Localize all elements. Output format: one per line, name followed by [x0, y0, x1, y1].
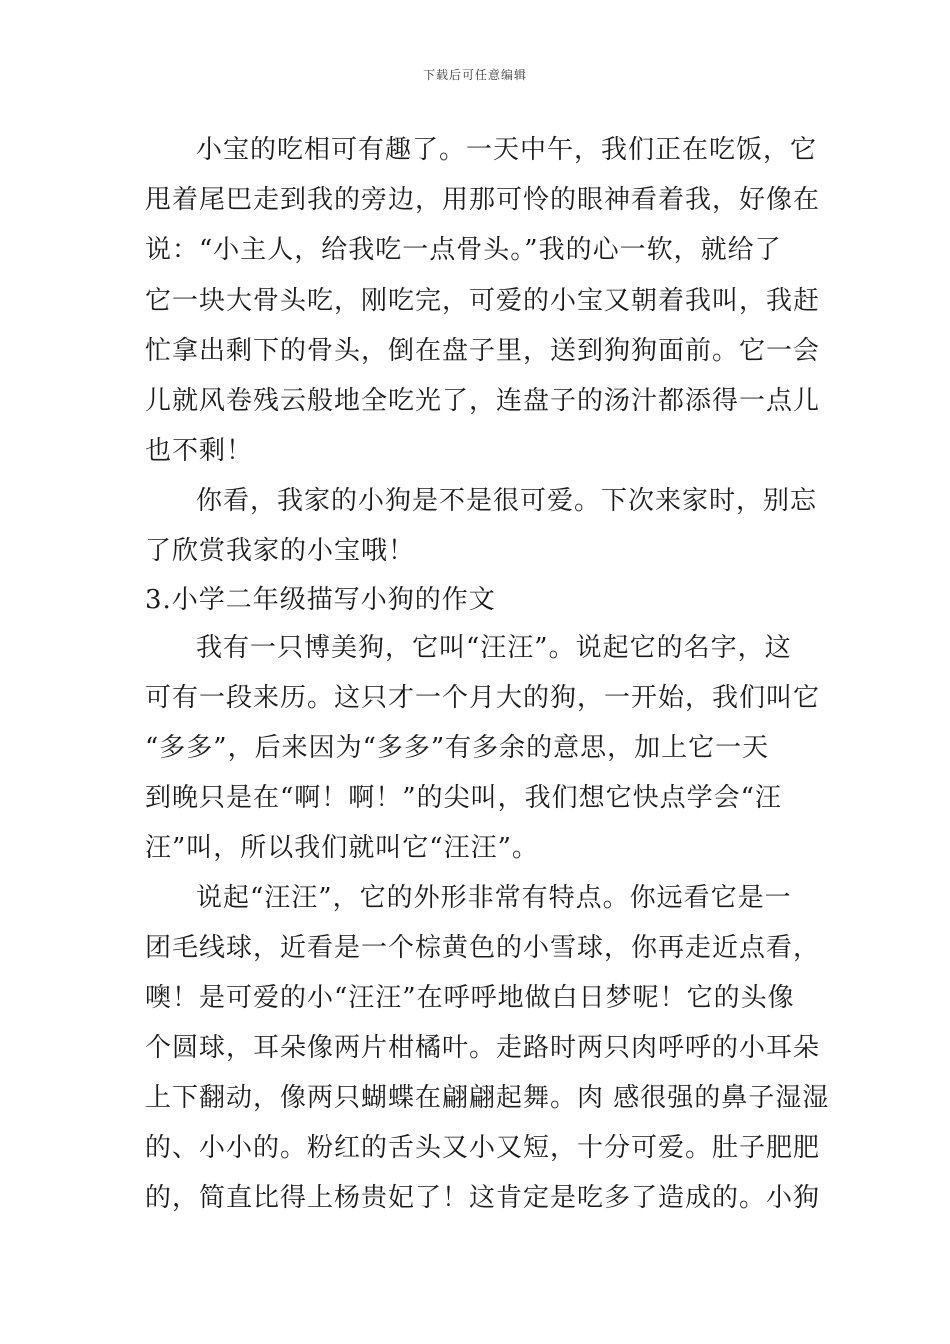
paragraph-line: 说起“汪汪”，它的外形非常有特点。你远看它是一	[196, 883, 792, 913]
paragraph-line: 团毛线球，近看是一个棕黄色的小雪球，你再走近点看，	[145, 933, 821, 963]
paragraph-line: 说：“小主人，给我吃一点骨头。”我的心一软，就给了	[145, 235, 782, 265]
paragraph-line: 可有一段来历。这只才一个月大的狗，一开始，我们叫它	[145, 683, 821, 713]
paragraph-line: 噢！是可爱的小“汪汪”在呼呼地做白日梦呢！它的头像	[145, 983, 795, 1013]
paragraph-line: 的、小小的。粉红的舌头又小又短，十分可爱。肚子肥肥	[145, 1133, 821, 1163]
paragraph-line: 了欣赏我家的小宝哦！	[145, 536, 416, 566]
paragraph-line: 你看，我家的小狗是不是很可爱。下次来家时，别忘	[196, 486, 818, 516]
paragraph-line: 我有一只博美狗，它叫“汪汪”。说起它的名字，这	[196, 633, 792, 663]
paragraph-line: 的，简直比得上杨贵妃了！这肯定是吃多了造成的。小狗	[145, 1183, 821, 1213]
paragraph-line: 上下翻动，像两只蝴蝶在翩翩起舞。肉 感很强的鼻子湿湿	[145, 1083, 830, 1113]
paragraph-line: 它一块大骨头吃，刚吃完，可爱的小宝又朝着我叫，我赶	[145, 286, 821, 316]
paragraph-line: 个圆球，耳朵像两片柑橘叶。走路时两只肉呼呼的小耳朵	[145, 1033, 821, 1063]
paragraph-line: 也不剩！	[145, 436, 254, 466]
paragraph-line: 甩着尾巴走到我的旁边，用那可怜的眼神看着我，好像在	[145, 185, 821, 215]
paragraph-line: 小宝的吃相可有趣了。一天中午，我们正在吃饭，它	[196, 135, 818, 165]
section-heading: 3.小学二年级描写小狗的作文	[145, 585, 496, 615]
paragraph-line: 到晚只是在“啊！啊！”的尖叫，我们想它快点学会“汪	[145, 783, 782, 813]
paragraph-line: 忙拿出剩下的骨头，倒在盘子里，送到狗狗面前。它一会	[145, 336, 821, 366]
page-header: 下载后可任意编辑	[422, 68, 527, 82]
paragraph-line: 儿就风卷残云般地全吃光了，连盘子的汤汁都添得一点儿	[145, 386, 821, 416]
paragraph-line: “多多”，后来因为“多多”有多余的意思，加上它一天	[145, 733, 770, 763]
paragraph-line: 汪”叫，所以我们就叫它“汪汪”。	[145, 833, 539, 863]
